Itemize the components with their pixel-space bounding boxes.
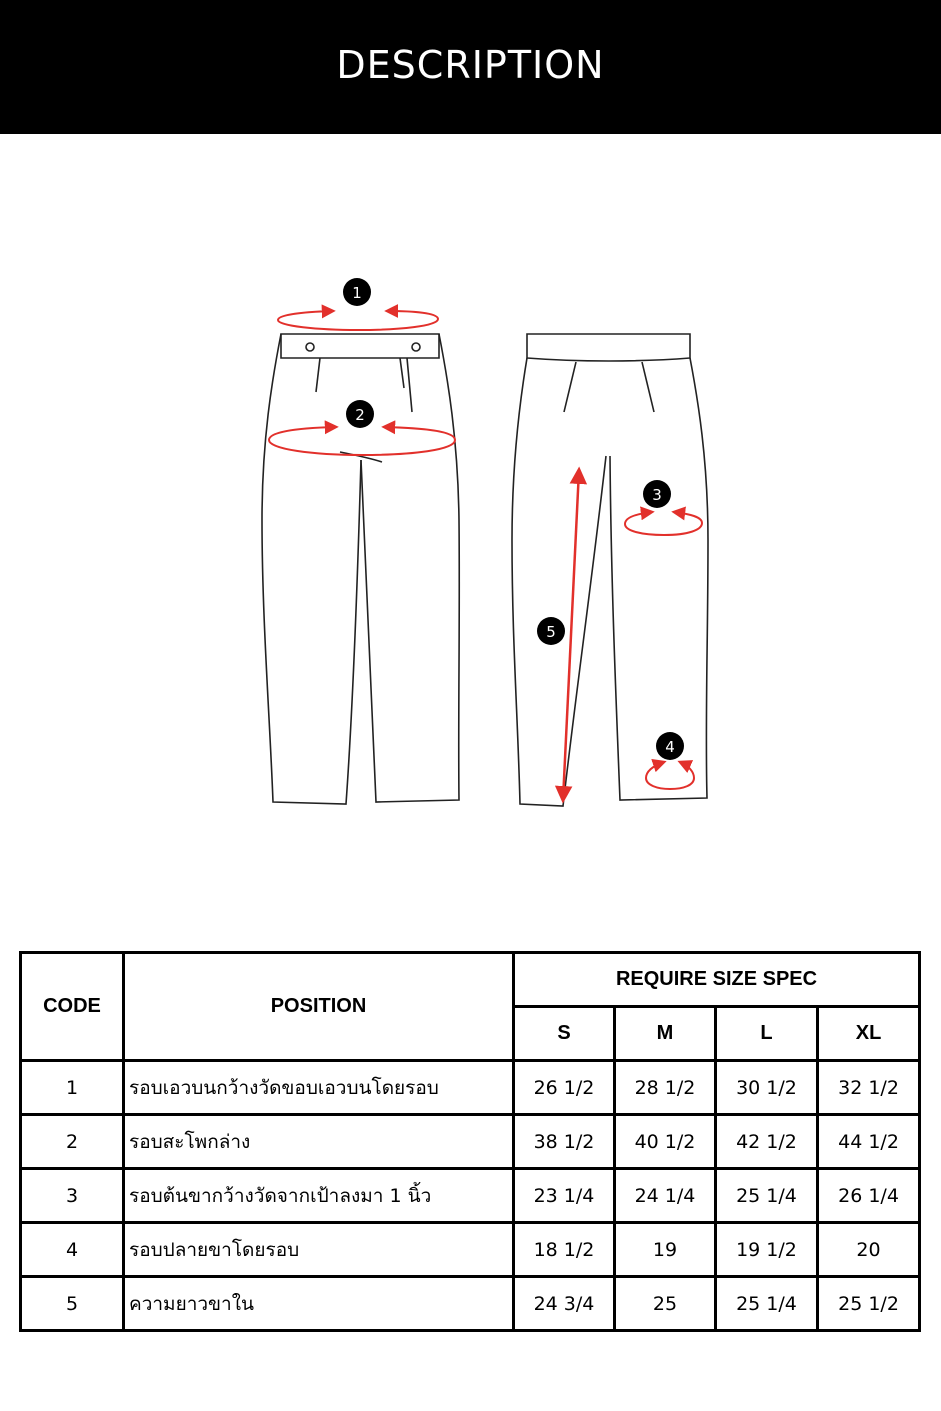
row-position: ความยาวขาใน	[124, 1277, 514, 1331]
row-value-l: 25 1/4	[716, 1169, 818, 1223]
marker-1-label: 1	[352, 284, 362, 302]
row-value-m: 24 1/4	[615, 1169, 716, 1223]
row-value-m: 19	[615, 1223, 716, 1277]
table-row	[21, 1277, 920, 1331]
row-position: รอบปลายขาโดยรอบ	[124, 1223, 514, 1277]
marker-4-label: 4	[665, 738, 675, 756]
front-button-left	[306, 343, 314, 351]
measure-1-waist	[278, 278, 438, 330]
header-size-m: M	[615, 1007, 716, 1061]
front-button-right	[412, 343, 420, 351]
header-size-s: S	[514, 1007, 615, 1061]
measure-5-inseam	[537, 470, 579, 800]
row-code: 5	[21, 1277, 124, 1331]
front-waistband	[281, 334, 439, 358]
row-code: 1	[21, 1061, 124, 1115]
row-position: รอบเอวบนกว้างวัดขอบเอวบนโดยรอบ	[124, 1061, 514, 1115]
header-code: CODE	[21, 953, 124, 1061]
row-value-l: 25 1/4	[716, 1277, 818, 1331]
measure-4-hem	[646, 732, 694, 789]
measure-3-thigh	[625, 480, 702, 535]
measure-2-hip	[269, 400, 455, 455]
header-size-l: L	[716, 1007, 818, 1061]
row-value-s: 24 3/4	[514, 1277, 615, 1331]
row-value-s: 23 1/4	[514, 1169, 615, 1223]
table-row	[21, 1115, 920, 1169]
size-spec-table	[19, 951, 921, 1332]
header-position: POSITION	[124, 953, 514, 1061]
row-value-m: 28 1/2	[615, 1061, 716, 1115]
marker-5-label: 5	[546, 623, 556, 641]
pants-measurement-diagram	[0, 134, 941, 934]
table-row	[21, 1223, 920, 1277]
row-code: 3	[21, 1169, 124, 1223]
row-value-s: 18 1/2	[514, 1223, 615, 1277]
marker-2-label: 2	[355, 406, 365, 424]
row-value-s: 26 1/2	[514, 1061, 615, 1115]
page-title: DESCRIPTION	[336, 43, 605, 87]
row-value-m: 25	[615, 1277, 716, 1331]
table-row	[21, 1169, 920, 1223]
row-position: รอบต้นขากว้างวัดจากเป้าลงมา 1 นิ้ว	[124, 1169, 514, 1223]
row-value-xl: 44 1/2	[818, 1115, 920, 1169]
row-value-m: 40 1/2	[615, 1115, 716, 1169]
page-header	[0, 0, 941, 134]
row-value-xl: 32 1/2	[818, 1061, 920, 1115]
header-require-size-spec: REQUIRE SIZE SPEC	[514, 953, 920, 1007]
row-value-xl: 20	[818, 1223, 920, 1277]
row-code: 2	[21, 1115, 124, 1169]
row-value-xl: 26 1/4	[818, 1169, 920, 1223]
header-size-xl: XL	[818, 1007, 920, 1061]
back-waistband	[527, 334, 690, 361]
row-code: 4	[21, 1223, 124, 1277]
row-value-xl: 25 1/2	[818, 1277, 920, 1331]
row-value-l: 30 1/2	[716, 1061, 818, 1115]
row-value-l: 42 1/2	[716, 1115, 818, 1169]
marker-3-label: 3	[652, 486, 662, 504]
row-position: รอบสะโพกล่าง	[124, 1115, 514, 1169]
row-value-s: 38 1/2	[514, 1115, 615, 1169]
row-value-l: 19 1/2	[716, 1223, 818, 1277]
table-row	[21, 1061, 920, 1115]
